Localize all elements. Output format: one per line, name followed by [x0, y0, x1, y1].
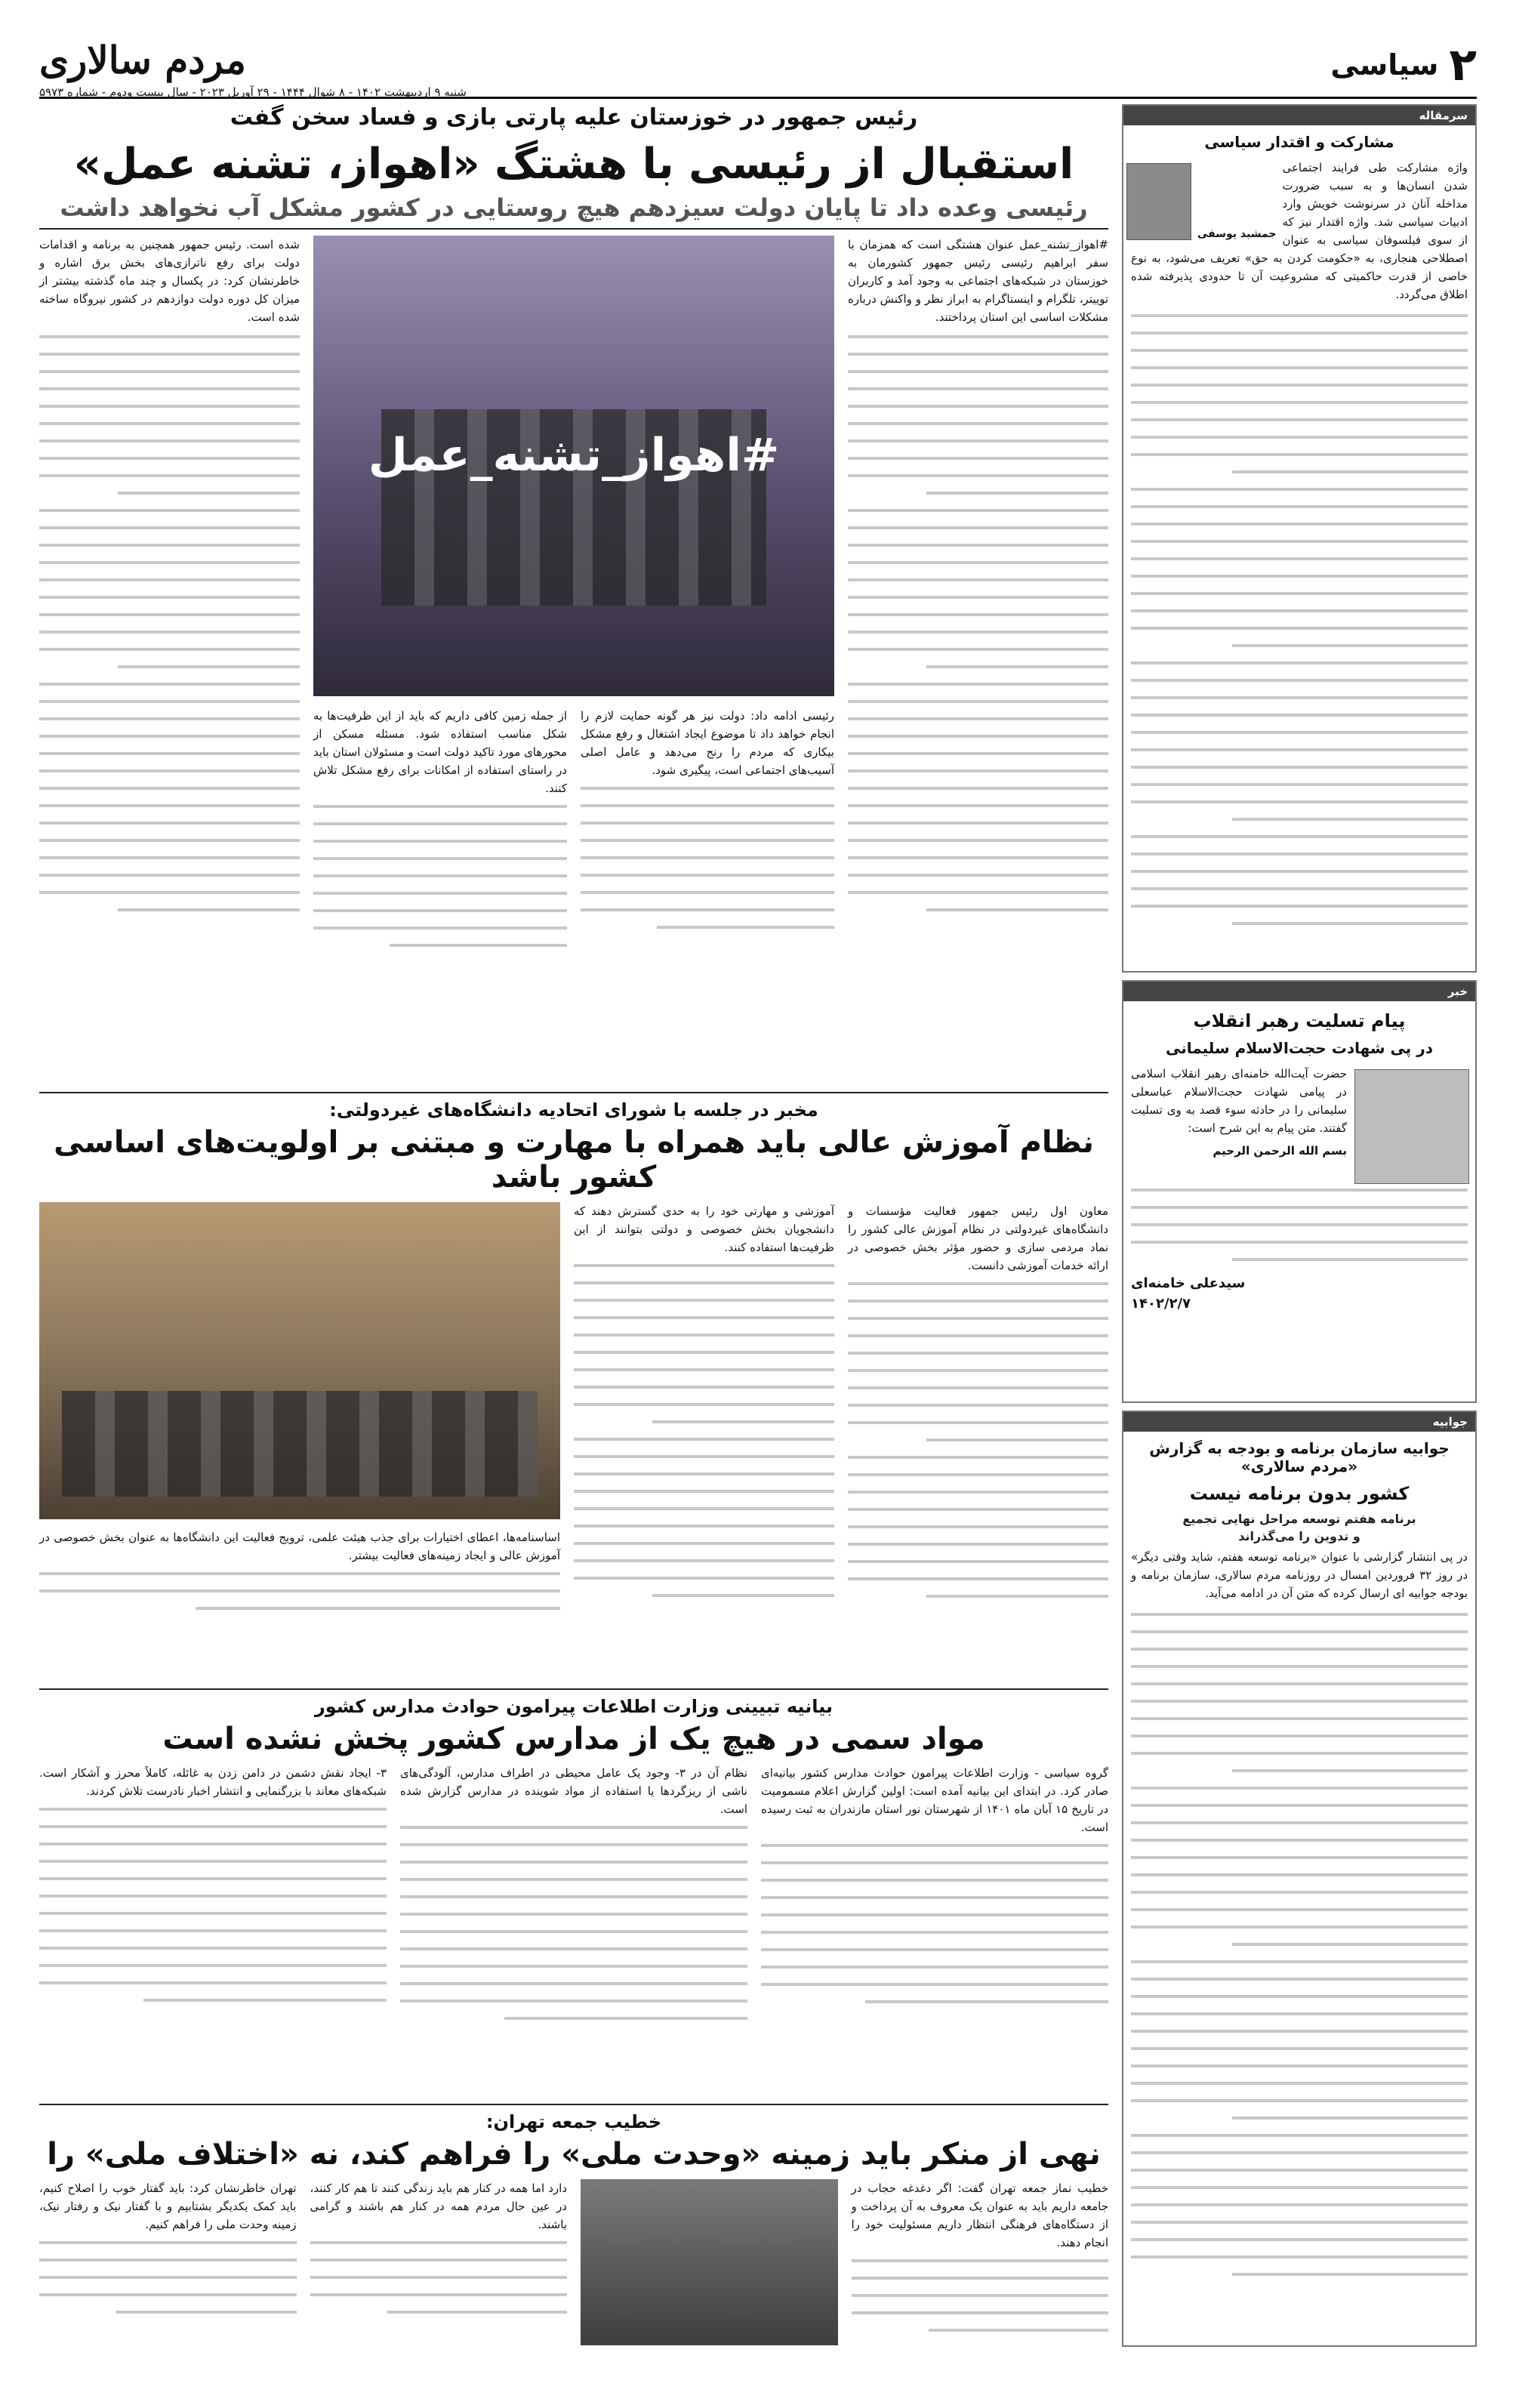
friday-photo: [581, 2179, 838, 2345]
condolence-box: [1122, 980, 1477, 1403]
basmala: بسم الله الرحمن الرحیم: [1212, 1144, 1347, 1158]
condolence-title: پیام تسلیت رهبر انقلاب: [1193, 1010, 1406, 1031]
university-center: [39, 1202, 560, 1670]
lead-column-4: شده است. رئیس جمهور همچنین به برنامه و اقدامات دولت برای رفع ناترازی‌های بخش برق اشاره و خاطرنشان کرد: در پکسال و چند ماه گذشته بیشتر از میزان کل دوره دولت دوازدهم در کشور نیروگاه ساخته شده است.: [39, 236, 300, 1036]
sidebar: [1122, 104, 1477, 2354]
school-column-2: نظام آن در ۳- وجود یک عامل محیطی در اطراف مدارس، آلودگی‌های ناشی از ریزگردها یا استفاده از مواد شوینده در مدارس گزارش شده است.: [400, 1764, 747, 2034]
editorial-body-lines: [1131, 314, 1468, 925]
paper-branding: [39, 38, 467, 99]
school-column-3: ۳- ایجاد نقش دشمن در دامن زدن به غائله، کاملاً محرز و آشکار است. شبکه‌های معاند با بزرگنمایی و انتشار اخبار نادرست تلاش کردند.: [39, 1764, 387, 2034]
paper-name: مردم سالاری: [39, 38, 246, 82]
report-label: جوابیه: [1123, 1412, 1475, 1432]
report-subtitle: برنامه هفتم توسعه مراحل نهایی تجمیع: [1182, 1512, 1416, 1526]
friday-center: [581, 2179, 838, 2346]
lead-center: [313, 236, 834, 1036]
condolence-label: خبر: [1123, 982, 1475, 1001]
condolence-body-lines: [1131, 1189, 1468, 1261]
university-kicker: مخبر در جلسه با شورای اتحادیه دانشگاه‌های غیردولتی:: [329, 1099, 818, 1121]
condolence-subtitle: در پی شهادت حجت‌الاسلام سلیمانی: [1165, 1039, 1434, 1057]
friday-column-1: خطیب نماز جمعه تهران گفت: اگر دغدغه حجاب در جامعه داریم باید به عنوان یک معروف به آن پرداخت و از دستگاه‌های فرهنگی انتظار داریم مسئولیت خود را انجام دهند.: [852, 2179, 1109, 2346]
university-column-1: معاون اول رئیس جمهور فعالیت مؤسسات و دانشگاه‌های غیردولتی در نظام آموزش عالی کشور را نماد مردمی سازی و حضور مؤثر بخش خصوصی در ارائه خدمات آموزشی دانست.: [848, 1202, 1108, 1670]
lead-subhead: رئیسی وعده داد تا پایان دولت سیزدهم هیچ روستایی در کشور مشکل آب نخواهد داشت: [60, 193, 1088, 222]
report-body-lines: [1131, 1613, 1468, 2276]
condolence-signature: سیدعلی خامنه‌ای: [1131, 1275, 1246, 1291]
friday-kicker: خطیب جمعه تهران:: [485, 2111, 662, 2132]
condolence-text: حضرت آیت‌الله خامنه‌ای رهبر انقلاب اسلامی در پیامی شهادت حجت‌الاسلام عباسعلی سلیمانی را در حادثه سوء قصد به وی تسلیت گفتند. متن پیام به این شرح است:: [1131, 1067, 1347, 1135]
issue-line: شنبه ۹ اردیبهشت ۱۴۰۲ - ۸ شوال ۱۴۴۴ - ۲۹ آوریل ۲۰۲۳ - سال بیست ودوم - شماره ۵۹۷۳: [39, 85, 467, 99]
leader-photo: [1354, 1069, 1469, 1184]
report-subtitle2: و تدوین را می‌گذراند: [1238, 1529, 1360, 1543]
friday-story: [39, 2098, 1108, 2400]
editorial-box: [1122, 104, 1477, 973]
masthead: [39, 36, 1477, 99]
friday-column-3: تهران خاطرنشان کرد: باید گفتار خوب را اصلاح کنیم، باید کمک یکدیگر بشتابیم و با گفتار نیک و رفتار نیک، زمینه وحدت ملی را فراهم کنیم.: [39, 2179, 297, 2346]
author-byline: [1126, 163, 1276, 240]
editorial-label: سرمقاله: [1123, 106, 1475, 125]
section-header: [1330, 39, 1477, 91]
lead-headline: استقبال از رئیسی با هشتگ «اهواز، تشنه عمل»: [73, 140, 1074, 189]
school-story: [39, 1682, 1108, 2090]
university-story: [39, 1086, 1108, 1675]
author-name: جمشید یوسفی: [1197, 228, 1277, 240]
lead-kicker: رئیس جمهور در خوزستان علیه پارتی بازی و فساد سخن گفت: [230, 104, 918, 131]
section-name: سیاسی: [1330, 48, 1439, 82]
university-column-3: اساسنامه‌ها، اعطای اختیارات برای جذب هیئت علمی، ترویج فعالیت این دانشگاه‌ها به عنوان بخش خصوصی در آموزش عالی و ایجاد زمینه‌های فعالیت بیشتر.: [39, 1531, 560, 1562]
group-photo: [39, 1202, 560, 1519]
friday-column-2: دارد اما همه در کنار هم باید زندگی کنند تا هم کار کنند، در عین حال مردم همه در کنار هم باشند و گرامی باشند.: [310, 2179, 568, 2346]
school-headline: مواد سمی در هیچ یک از مدارس کشور پخش نشده است: [162, 1722, 985, 1756]
author-photo: [1126, 163, 1191, 240]
lead-photo: [313, 236, 834, 696]
photo-hashtag: #اهواز_تشنه_عمل: [368, 429, 780, 483]
lead-story: [39, 104, 1108, 1078]
editorial-text: واژه مشارکت طی فرایند اجتماعی شدن انسان‌ها و به سبب ضرورت مداخله آنان در سرنوشت خویش وارد ادبیات سیاسی شد. واژه اقتدار نیز که از سوی فیلسوفان سیاسی به عنوان اصطلاحی هنجاری، به «حکومت کردن به حق» تعریف می‌شود، به نوع خاصی از قدرت حاکمیتی که مشروعیت آن تا حدودی پذیرفته شده اطلاق می‌گردد.: [1131, 161, 1468, 301]
report-box: [1122, 1411, 1477, 2347]
report-text: در پی انتشار گزارشی با عنوان «برنامه توسعه هفتم، شاید وقتی دیگر» در روز ۳۲ فروردین امسال در روزنامه مردم سالاری، سازمان برنامه و بودجه جوابیه ای ارسال کرده که متن آن در ادامه می‌آید.: [1131, 1550, 1468, 1600]
lead-column-1: #اهواز_تشنه_عمل عنوان هشتگی است که همزمان با سفر ابراهیم رئیسی رئیس جمهور کشورمان به خوزستان در شبکه‌های اجتماعی به وجود آمد و کاربران توییتر، تلگرام و اینستاگرام به ابراز نظر و واکنش درباره مشکلات اساسی این استان پرداختند.: [848, 236, 1108, 1036]
university-headline: نظام آموزش عالی باید همراه با مهارت و مبتنی بر اولویت‌های اساسی کشور باشد: [54, 1125, 1094, 1195]
lead-column-2: رئیسی ادامه داد: دولت نیز هر گونه حمایت لازم را انجام خواهد داد تا موضوع ایجاد اشتغال و رفع مشکل بیکاری که مردم را رنج می‌دهد و عامل اصلی آسیب‌های اجتماعی است، پیگیری شود.: [581, 707, 834, 961]
condolence-date: ۱۴۰۲/۲/۷: [1131, 1296, 1191, 1312]
university-column-2: آموزشی و مهارتی خود را به حدی گسترش دهند که دانشجویان بخش خصوصی و دولتی بتوانند از این ظرفیت‌ها استفاده کنند.: [574, 1202, 834, 1670]
report-title: جوابیه سازمان برنامه و بودجه به گزارش «مردم سالاری»: [1149, 1439, 1450, 1475]
lead-column-3: از جمله زمین کافی داریم که باید از این ظرفیت‌ها به شکل مناسب استفاده شود. مسئله مسکن از محورهای مورد تاکید دولت است و مسئولان استان باید در راستای استفاده از امکانات برای رفع مشکل تلاش کنند.: [313, 707, 567, 961]
page-number: ۲: [1449, 39, 1477, 91]
report-title2: کشور بدون برنامه نیست: [1189, 1483, 1410, 1504]
friday-headline: نهی از منکر باید زمینه «وحدت ملی» را فراهم کند، نه «اختلاف ملی» را: [47, 2137, 1101, 2172]
school-column-1: گروه سیاسی - وزارت اطلاعات پیرامون حوادث مدارس کشور بیانیه‌ای صادر کرد. در ابتدای این بیانیه آمده است: اولین گزارش اعلام مسمومیت در تاریخ ۱۵ آبان ماه ۱۴۰۱ از شهرستان نور استان مازندران به ثبت رسیده است.: [761, 1764, 1108, 2034]
editorial-title: مشارکت و اقتدار سیاسی: [1204, 133, 1394, 151]
school-kicker: بیانیه تبیینی وزارت اطلاعات پیرامون حوادث مدارس کشور: [314, 1696, 833, 1717]
